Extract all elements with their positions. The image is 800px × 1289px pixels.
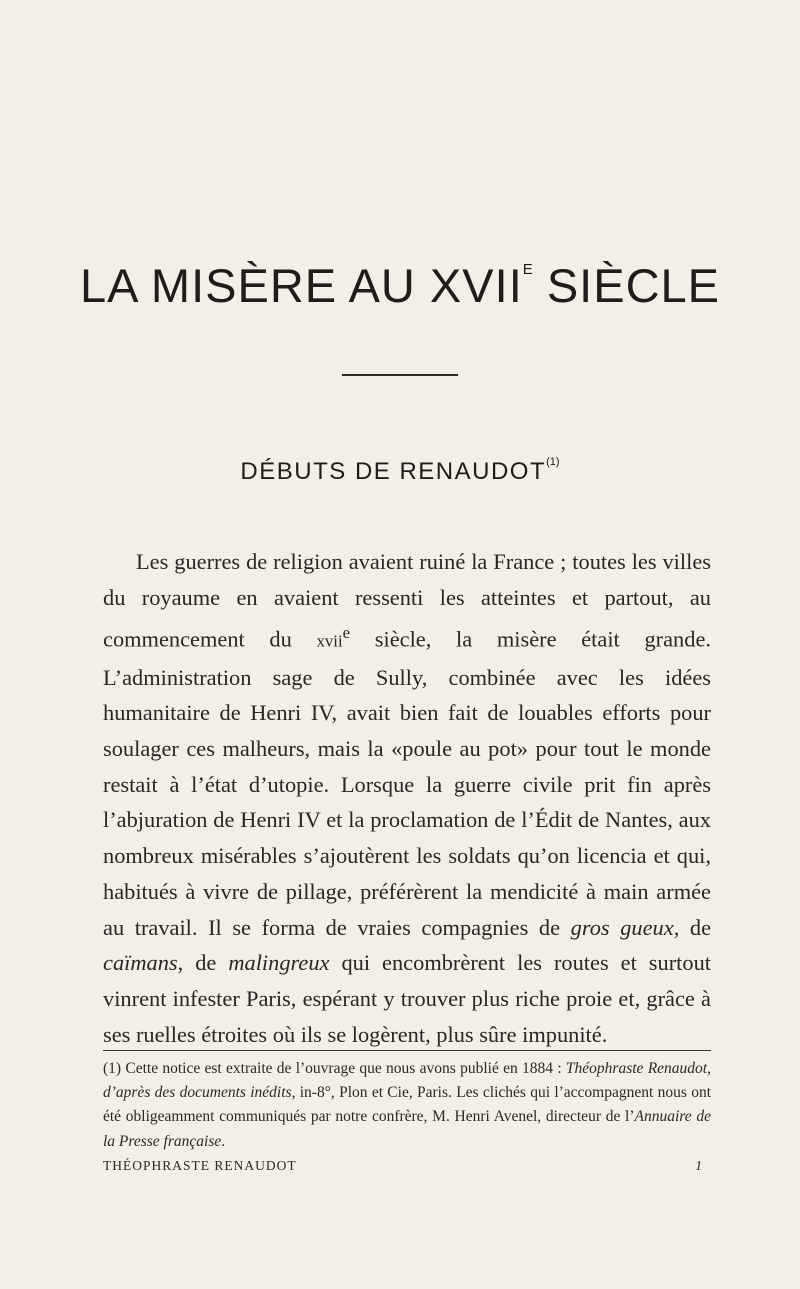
italic-term: malingreux [228, 950, 330, 976]
century-superscript: e [342, 623, 351, 643]
section-subtitle [0, 456, 800, 486]
footnote-text-run: (1) Cette notice est extraite de l’ouvrage que nous avons publié en 1884 : [103, 1060, 566, 1077]
footnote-publication-title: Annuaire de la Presse française [103, 1108, 711, 1150]
title-divider [342, 374, 458, 376]
chapter-title-superscript: E [522, 261, 533, 278]
running-footer [103, 1158, 711, 1174]
body-paragraph [103, 544, 711, 1052]
footnote-work-title: Théophraste Renaudot, d’après des documents inédits [103, 1060, 711, 1102]
section-subtitle-text: DÉBUTS DE RENAUDOT [240, 458, 547, 485]
chapter-title-text: LA MISÈRE AU XVII [79, 259, 523, 312]
chapter-title [0, 258, 800, 313]
chapter-title-text-end: SIÈCLE [532, 259, 721, 312]
footnote-text-run: . [221, 1132, 226, 1150]
century-numeral: xvii [316, 631, 343, 651]
footnote-reference: (1) [546, 456, 560, 468]
footnote-text-run: , in-8°, Plon et Cie, Paris. Les clichés qui l’accompagnent nous ont été obligeamment communiqués par notre confrère, M. Henri Avenel, directeur de l’ [103, 1084, 712, 1126]
running-head-text: THÉOPHRASTE RENAUDOT [103, 1158, 297, 1173]
footnote-divider [103, 1050, 711, 1051]
body-text-run: , de [177, 950, 229, 976]
footnote [103, 1057, 711, 1154]
body-text-run: qui encombrèrent les routes et surtout vinrent infester Paris, espérant y trouver plus riche proie et, grâce à ses ruelles étroites où ils se logèrent, plus sûre impunité. [103, 950, 711, 1047]
body-text-run: , de [673, 914, 712, 940]
italic-term: caïmans [103, 950, 178, 976]
body-text-run: siècle, la misère était grande. L’administration sage de Sully, combinée avec les idées humanitaire de Henri IV, avait bien fait de louables efforts pour soulager ces malheurs, mais la «poule au pot» pour tout le monde restait à l’état d’utopie. Lorsque la guerre civile prit fin après l’abjuration de Henri IV et la proclamation de l’Édit de Nantes, aux nombreux misérables s’ajoutèrent les soldats qu’on licencia et qui, habitués à vivre de pillage, préférèrent la mendicité à main armée au travail. Il se forma de vraies compagnies de [103, 626, 711, 940]
body-text-run: Les guerres de religion avaient ruiné la France ; toutes les villes du royaume en avaient ressenti les atteintes et partout, au commencement du [103, 549, 711, 652]
italic-term: gros gueux [570, 914, 674, 940]
page-number: 1 [695, 1158, 703, 1173]
